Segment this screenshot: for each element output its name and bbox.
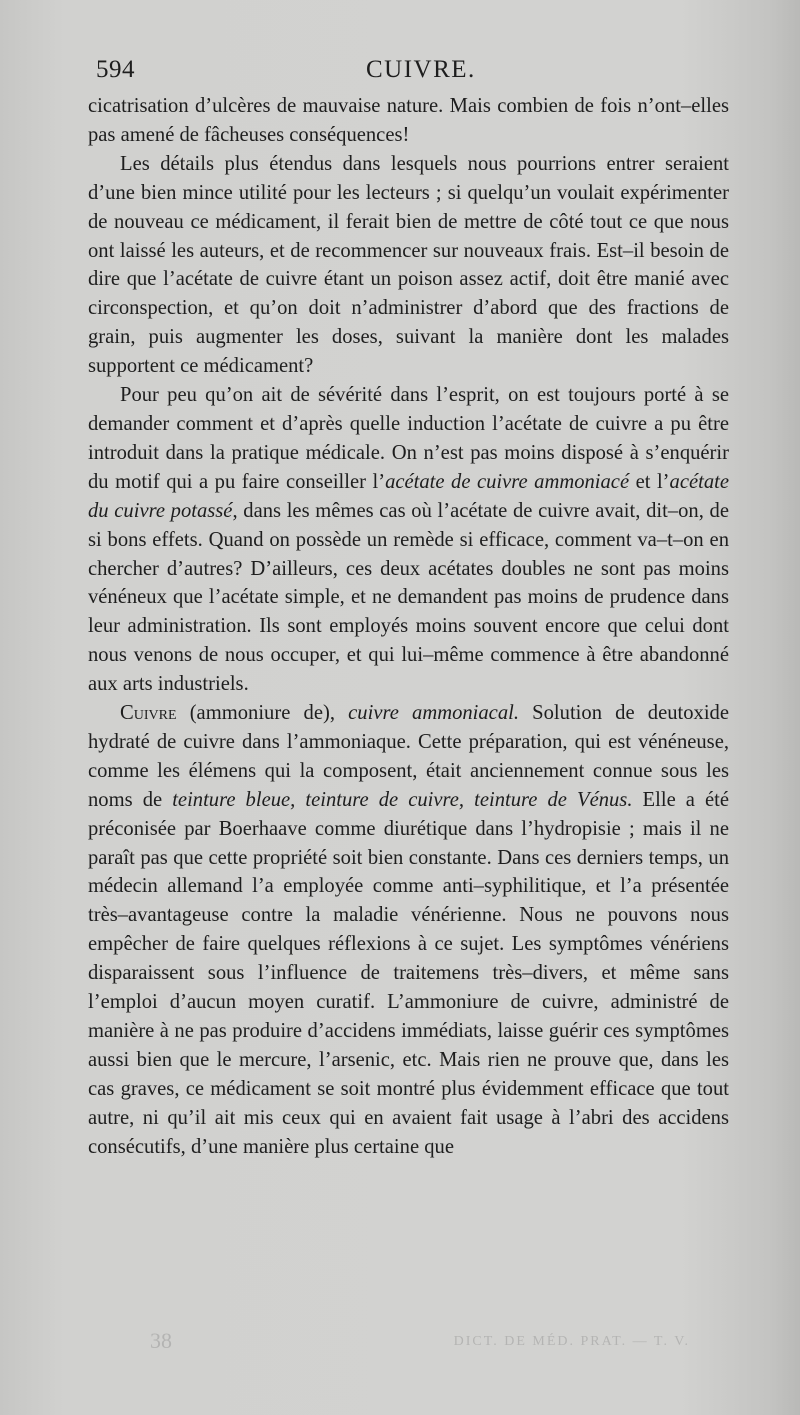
- paragraph-2: Les détails plus étendus dans lesquels nous pourrions entrer seraient d’une bien mince utilité pour les lecteurs ; si quelqu’un voulait expérimenter de nouveau ce médicament, il ferait bien de mettre de côté tout ce que nous ont laissé les auteurs, et de recommencer sur nouveaux frais. Est–il besoin de dire que l’acétate de cuivre étant un poison assez actif, doit être manié avec circonspection, et qu’on doit n’administrer d’abord que des fractions de grain, puis augmenter les doses, suivant la manière dont les malades supportent ce médicament?: [88, 152, 729, 378]
- paragraph-1: cicatrisation d’ulcères de mauvaise nature. Mais combien de fois n’ont–elles pas amené de fâcheuses conséquences!: [88, 95, 729, 146]
- text-run: Pour peu qu’on ait de sévérité dans l’esprit, on est toujours porté à se demander comment et d’après quelle induction l’acétate de cuivre a pu être introduit dans la pratique médicale. On n’est pas moins disposé à s’enquérir du motif qui a pu faire conseiller l’: [88, 384, 729, 493]
- text-run: et l’: [629, 470, 670, 493]
- paragraph-3: [88, 381, 729, 699]
- footer-dict-label: DICT. DE MÉD. PRAT. — T. V.: [453, 1334, 690, 1349]
- page-header: [96, 56, 730, 90]
- italic-term: teinture bleue, teinture de cuivre, teinture de Vénus.: [172, 788, 633, 811]
- paragraph-4: [88, 699, 729, 1162]
- text-run: Elle a été préconisée par Boerhaave comme diurétique dans l’hydropisie ; mais il ne paraît pas que cette propriété soit bien constante. Dans ces derniers temps, un médecin allemand l’a employée comme anti–syphilitique, et l’a présentée très–avantageuse contre la maladie vénérienne. Nous ne pouvons nous empêcher de faire quelques réflexions à ce sujet. Les symptômes vénériens disparaissent sous l’influence de traitemens très–divers, et même sans l’emploi d’aucun moyen curatif. L’ammoniure de cuivre, administré de manière à ne pas produire d’accidens immédiats, laisse guérir ces symptômes aussi bien que le mercure, l’arsenic, etc. Mais rien ne prouve que, dans les cas graves, ce médicament se soit montré plus évidemment efficace que tout autre, ni qu’il ait mis ceux qui en avaient fait usage à l’abri des accidens consécutifs, d’une manière plus certaine que: [88, 788, 729, 1158]
- italic-term: acétate du cuivre potassé: [88, 470, 729, 522]
- signature-mark: 38: [150, 1328, 172, 1353]
- page-footer: [150, 1328, 750, 1358]
- page-number: 594: [96, 56, 135, 83]
- italic-term: acétate de cuivre ammoniacé: [385, 470, 630, 493]
- entry-headword: Cuivre: [120, 702, 177, 725]
- text-run: (ammoniure de),: [176, 702, 349, 725]
- text-run: Solution de deutoxide hydraté de cuivre dans l’ammoniaque. Cette préparation, qui est vénéneuse, comme les élémens qui la composent, était anciennement connue sous les noms de: [88, 702, 729, 811]
- italic-term: cuivre ammoniacal.: [348, 702, 519, 725]
- body-text: [88, 92, 729, 1162]
- running-title: CUIVRE.: [366, 56, 476, 83]
- text-run: , dans les mêmes cas où l’acétate de cuivre avait, dit–on, de si bons effets. Quand on possède un remède si efficace, comment va–t–on en chercher d’autres? D’ailleurs, ces deux acétates doubles ne sont pas moins vénéneux que l’acétate simple, et ne demandent pas moins de prudence dans leur administration. Ils sont employés moins souvent encore que celui dont nous venons de nous occuper, et qui lui–même commence à être abandonné aux arts industriels.: [88, 499, 729, 696]
